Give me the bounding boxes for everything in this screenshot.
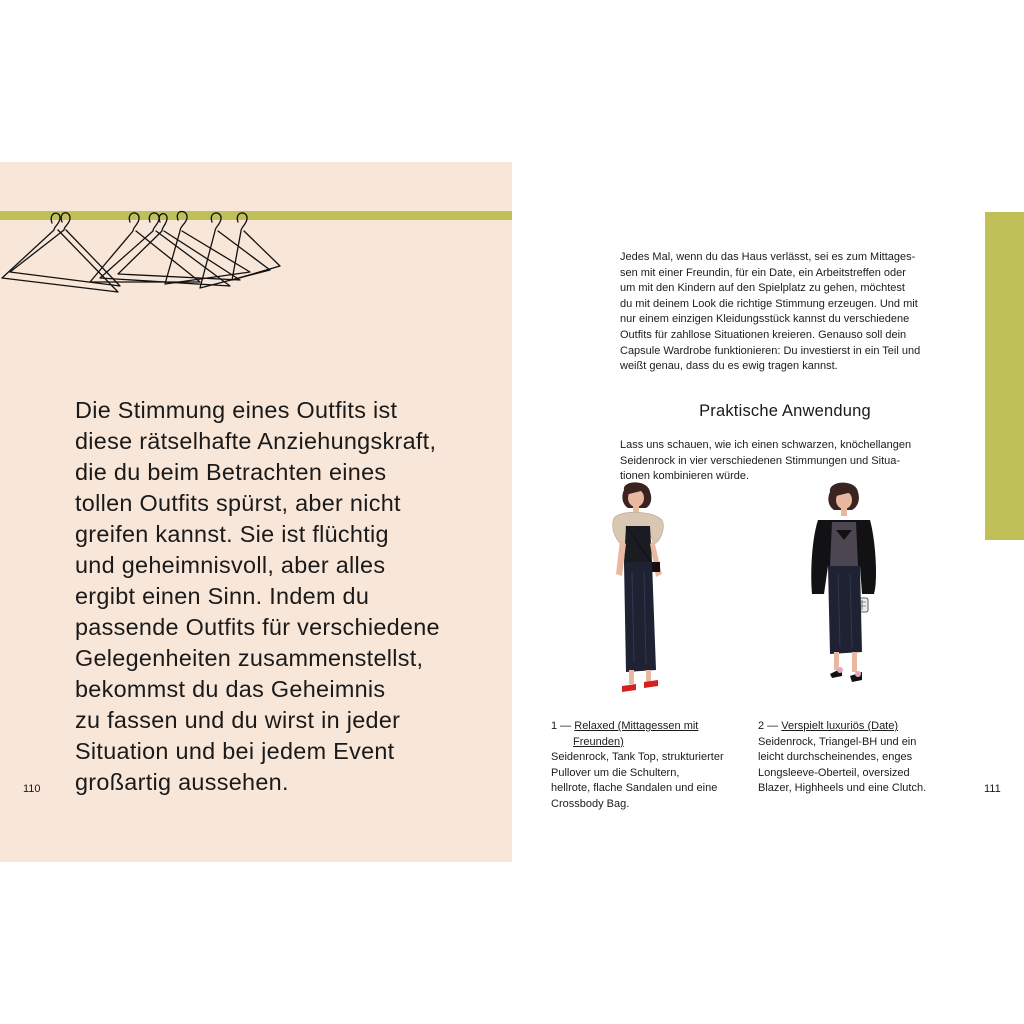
outfit-illustration-date <box>800 482 890 714</box>
caption-body-line: Crossbody Bag. <box>551 797 630 810</box>
caption-outfit-2 <box>758 719 958 797</box>
quote-line: tollen Outfits spürst, aber nicht <box>75 490 401 516</box>
caption-title <box>758 719 958 735</box>
caption-title <box>551 719 751 735</box>
section-heading: Praktische Anwendung <box>699 402 871 420</box>
caption-title-continued <box>551 735 751 751</box>
caption-title-text: Relaxed (Mittagessen mit <box>574 720 699 732</box>
intro-line: Jedes Mal, wenn du das Haus verlässt, sei es zum Mittages- <box>620 251 916 263</box>
caption-title-text: Freunden) <box>573 735 624 748</box>
page-number-right: 111 <box>984 783 1001 795</box>
caption-body-line: Pullover um die Schultern, <box>551 766 680 779</box>
quote-line: Situation und bei jedem Event <box>75 738 395 764</box>
quote-line: die du beim Betrachten eines <box>75 459 387 485</box>
pull-quote <box>75 395 505 798</box>
intro-line: Capsule Wardrobe funktionieren: Du investierst in ein Teil und <box>620 344 921 357</box>
intro-line: sen mit einer Freundin, für ein Date, ein Arbeitstreffen oder <box>620 266 906 279</box>
lead-line: tionen kombinieren würde. <box>620 470 750 483</box>
quote-line: bekommst du das Geheimnis <box>75 676 386 702</box>
coat-hangers-illustration <box>0 200 290 300</box>
caption-body-line: hellrote, flache Sandalen und eine <box>551 782 718 795</box>
quote-line: greifen kannst. Sie ist flüchtig <box>75 521 389 547</box>
lead-paragraph <box>620 438 950 485</box>
intro-line: weißt genau, dass du es ewig tragen kannst. <box>620 360 838 373</box>
caption-body-line: Seidenrock, Triangel-BH und ein <box>758 735 917 748</box>
caption-title-text: Verspielt luxuriös (Date) <box>781 720 899 732</box>
intro-line: um mit den Kindern auf den Spielplatz zu gehen, möchtest <box>620 282 905 295</box>
lead-line: Lass uns schauen, wie ich einen schwarzen, knöchellangen <box>620 439 912 451</box>
caption-number: 1 — <box>551 720 572 732</box>
quote-line: zu fassen und du wirst in jeder <box>75 707 401 733</box>
caption-body-line: leicht durchscheinendes, enges <box>758 751 913 764</box>
quote-line: passende Outfits für verschiedene <box>75 614 440 640</box>
caption-body-line: Longsleeve-Oberteil, oversized <box>758 766 910 779</box>
quote-line: diese rätselhafte Anziehungskraft, <box>75 428 437 454</box>
caption-outfit-1 <box>551 719 751 813</box>
intro-line: nur einem einzigen Kleidungsstück kannst du verschiedene <box>620 313 910 326</box>
page-number-left: 110 <box>23 783 41 795</box>
caption-number: 2 — <box>758 720 779 732</box>
intro-line: du mit deinem Look die richtige Stimmung erzeugen. Und mit <box>620 297 918 310</box>
chapter-tab <box>985 212 1024 540</box>
quote-line: Die Stimmung eines Outfits ist <box>75 397 398 423</box>
quote-line: und geheimnisvoll, aber alles <box>75 552 386 578</box>
intro-paragraph <box>620 250 960 375</box>
quote-line: ergibt einen Sinn. Indem du <box>75 583 370 609</box>
outfit-illustration-relaxed <box>596 482 686 714</box>
lead-line: Seidenrock in vier verschiedenen Stimmungen und Situa- <box>620 454 901 467</box>
caption-body-line: Seidenrock, Tank Top, strukturierter <box>551 751 724 764</box>
caption-body-line: Blazer, Highheels und eine Clutch. <box>758 782 927 795</box>
intro-line: Outfits für zahllose Situationen kreieren. Genauso soll dein <box>620 328 907 341</box>
quote-line: Gelegenheiten zusammenstellst, <box>75 645 424 671</box>
quote-line: großartig aussehen. <box>75 769 289 795</box>
